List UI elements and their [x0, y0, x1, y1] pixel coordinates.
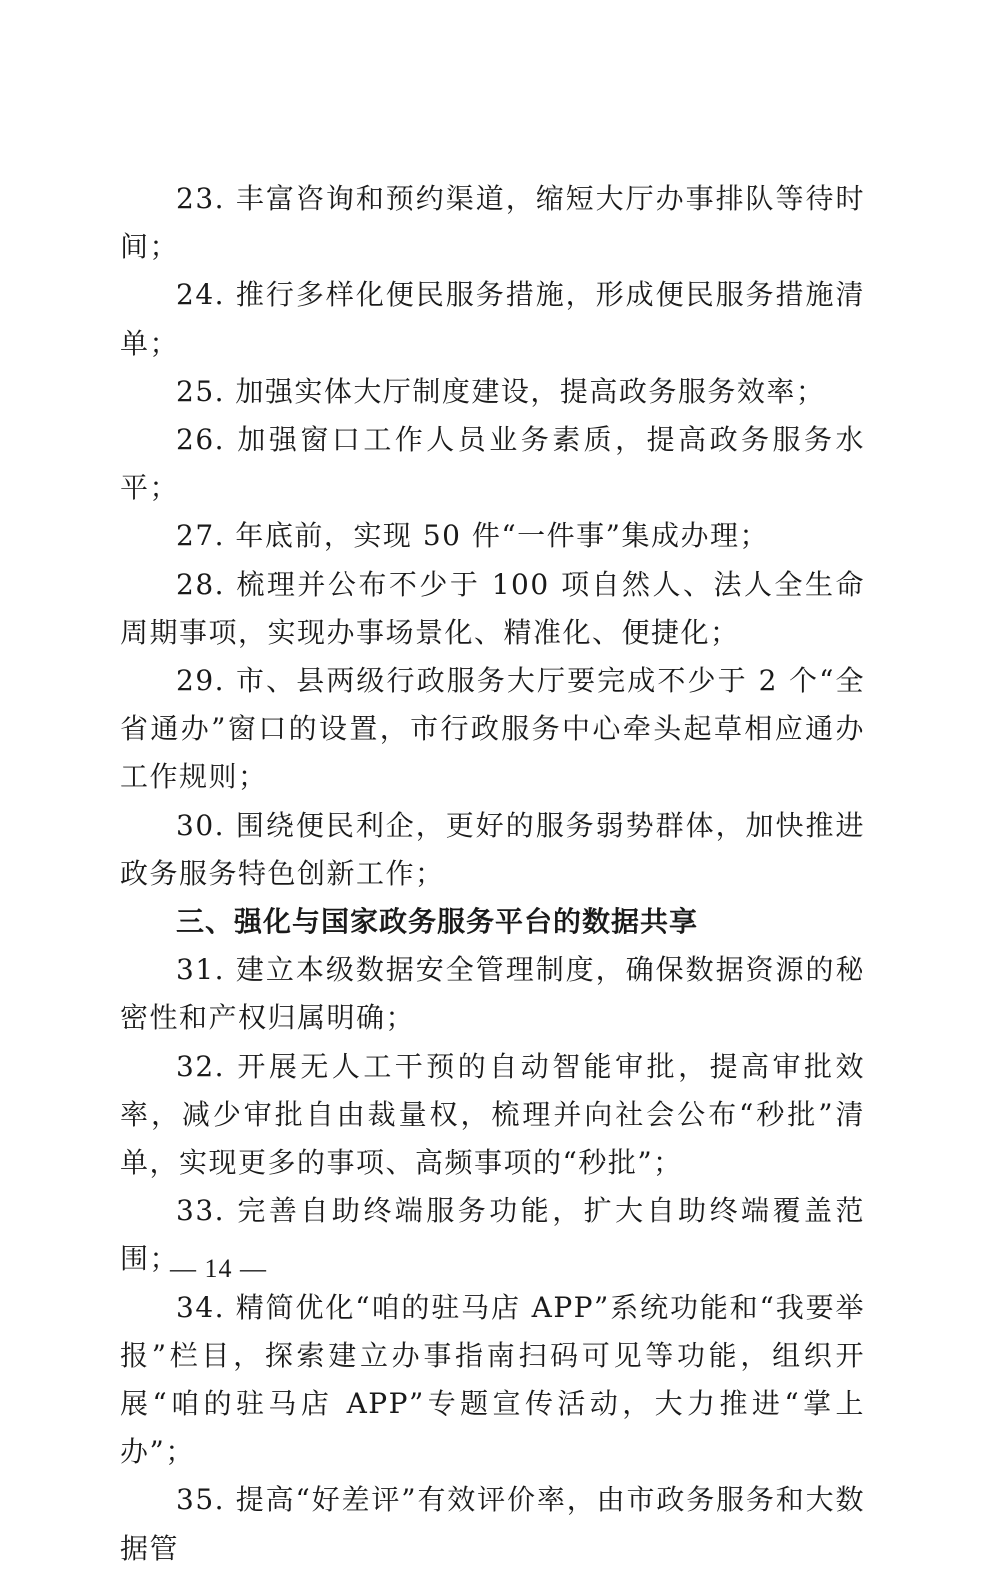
- list-item: 28. 梳理并公布不少于 100 项自然人、法人全生命周期事项，实现办事场景化、精准化、便捷化；: [120, 567, 865, 649]
- list-item: 30. 围绕便民利企，更好的服务弱势群体，加快推进政务服务特色创新工作；: [120, 808, 865, 890]
- page-number: — 14 —: [170, 1254, 267, 1283]
- document-body: [120, 175, 865, 1573]
- list-item: 27. 年底前，实现 50 件“一件事”集成办理；: [176, 519, 769, 553]
- list-item: 34. 精简优化“咱的驻马店 APP”系统功能和“我要举报”栏目，探索建立办事指南扫码可见等功能，组织开展“咱的驻马店 APP”专题宣传活动，大力推进“掌上办”；: [120, 1290, 865, 1469]
- list-item: 25. 加强实体大厅制度建设，提高政务服务效率；: [176, 374, 826, 408]
- list-item: 29. 市、县两级行政服务大厅要完成不少于 2 个“全省通办”窗口的设置，市行政服务中心牵头起草相应通办工作规则；: [120, 664, 865, 794]
- list-item: 23. 丰富咨询和预约渠道，缩短大厅办事排队等待时间；: [120, 182, 865, 264]
- list-item: 35. 提高“好差评”有效评价率，由市政务服务和大数据管: [120, 1483, 865, 1565]
- list-item: 31. 建立本级数据安全管理制度，确保数据资源的秘密性和产权归属明确；: [120, 953, 865, 1035]
- list-item: 24. 推行多样化便民服务措施，形成便民服务措施清单；: [120, 278, 865, 360]
- list-item: 32. 开展无人工干预的自动智能审批，提高审批效率，减少审批自由裁量权，梳理并向社会公布“秒批”清单，实现更多的事项、高频事项的“秒批”；: [120, 1049, 865, 1180]
- list-item: 26. 加强窗口工作人员业务素质，提高政务服务水平；: [120, 423, 865, 505]
- list-item: 33. 完善自助终端服务功能，扩大自助终端覆盖范围；: [120, 1194, 865, 1276]
- section-heading: 三、强化与国家政务服务平台的数据共享: [176, 905, 699, 939]
